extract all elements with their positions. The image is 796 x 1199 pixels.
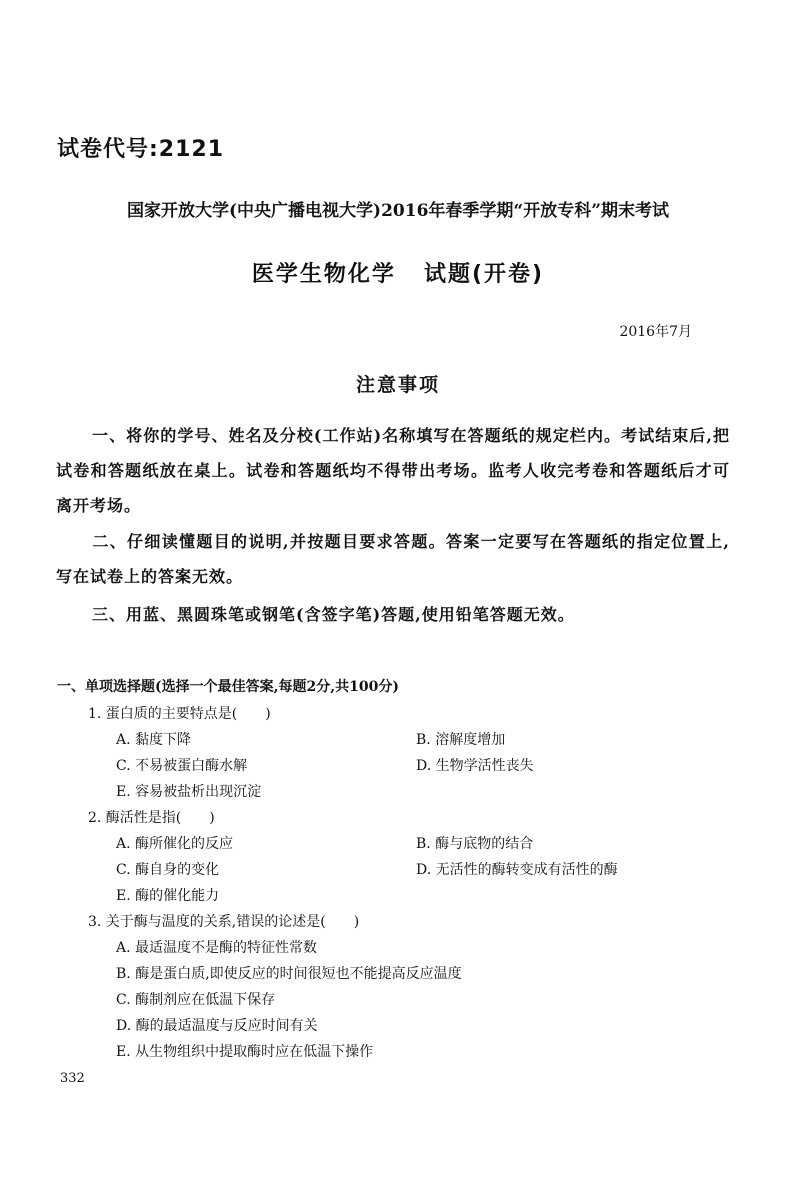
q1-option-d: D. 生物学活性丧失: [416, 758, 534, 774]
q2-option-d: D. 无活性的酶转变成有活性的酶: [416, 862, 618, 878]
q2-option-c: C. 酶自身的变化: [116, 862, 220, 878]
notice-item-1: 一、将你的学号、姓名及分校(工作站)名称填写在答题纸的规定栏内。考试结束后,把试卷和答题纸放在桌上。试卷和答题纸均不得带出考场。监考人收完考卷和答题纸后才可离开考场。: [56, 426, 730, 515]
paper-code: 试卷代号:2121: [57, 137, 225, 162]
question-3-stem: 3. 关于酶与温度的关系,错误的论述是( ): [88, 914, 360, 930]
q2-option-e: E. 酶的催化能力: [116, 888, 220, 904]
exam-title-subject: 医学生物化学: [251, 262, 396, 287]
q2-option-b: B. 酶与底物的结合: [416, 836, 534, 852]
q2-option-a: A. 酶所催化的反应: [116, 836, 234, 852]
exam-title-type: 试题(开卷): [423, 262, 545, 287]
exam-date: 2016年7月: [619, 324, 692, 340]
exam-title: [0, 257, 796, 288]
q1-option-a: A. 黏度下降: [116, 732, 192, 748]
q3-option-c: C. 酶制剂应在低温下保存: [116, 992, 276, 1008]
question-2-stem: 2. 酶活性是指( ): [88, 810, 215, 826]
q3-option-e: E. 从生物组织中提取酶时应在低温下操作: [116, 1044, 374, 1060]
q1-option-c: C. 不易被蛋白酶水解: [116, 758, 248, 774]
q3-option-b: B. 酶是蛋白质,即使反应的时间很短也不能提高反应温度: [116, 966, 462, 982]
q1-option-b: B. 溶解度增加: [416, 732, 506, 748]
notice-item-2: 二、仔细读懂题目的说明,并按题目要求答题。答案一定要写在答题纸的指定位置上,写在试卷上的答案无效。: [56, 532, 730, 586]
section-heading: 一、单项选择题(选择一个最佳答案,每题2分,共100分): [57, 679, 399, 695]
q3-option-a: A. 最适温度不是酶的特征性常数: [116, 940, 318, 956]
q3-option-d: D. 酶的最适温度与反应时间有关: [116, 1018, 318, 1034]
notice-heading: 注意事项: [355, 374, 440, 396]
question-1-stem: 1. 蛋白质的主要特点是( ): [88, 706, 271, 722]
notice-item-3: 三、用蓝、黑圆珠笔或钢笔(含签字笔)答题,使用铅笔答题无效。: [92, 605, 575, 624]
page-number: 332: [60, 1071, 85, 1086]
exam-institution-line: 国家开放大学(中央广播电视大学)2016年春季学期“开放专科”期末考试: [127, 201, 669, 221]
q1-option-e: E. 容易被盐析出现沉淀: [116, 784, 262, 800]
